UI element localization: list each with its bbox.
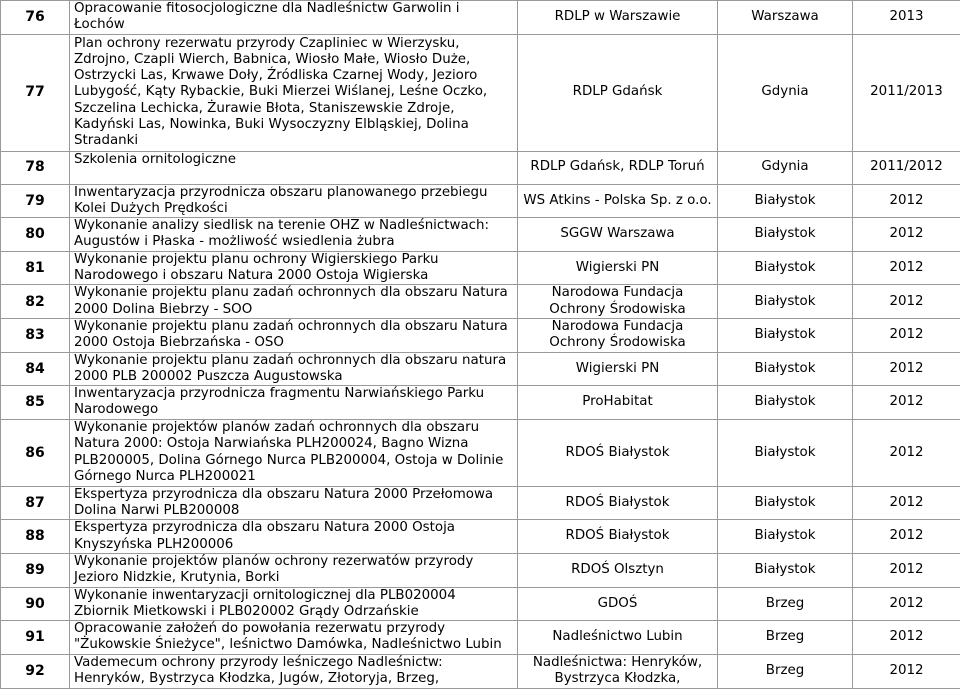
row-year: 2012 [853,352,960,386]
row-organization: RDOŚ Białystok [518,486,718,520]
table-row [1,486,960,520]
row-number: 79 [1,184,70,218]
row-city: Białystok [718,520,853,554]
row-city: Białystok [718,251,853,285]
row-year: 2012 [853,587,960,621]
table-row [1,218,960,252]
row-organization: RDOŚ Białystok [518,520,718,554]
row-organization: RDLP Gdańsk, RDLP Toruń [518,151,718,184]
row-description: Wykonanie projektu planu ochrony Wigierskiego Parku Narodowego i obszaru Natura 2000 Ostoja Wigierska [70,251,518,285]
row-description: Szkolenia ornitologiczne [70,151,518,184]
row-city: Gdynia [718,151,853,184]
row-city: Białystok [718,218,853,252]
row-description: Wykonanie inwentaryzacji ornitologicznej dla PLB020004 Zbiornik Mietkowski i PLB020002 Grądy Odrzańskie [70,587,518,621]
row-number: 81 [1,251,70,285]
row-year: 2013 [853,1,960,35]
table-row [1,151,960,184]
row-description: Inwentaryzacja przyrodnicza obszaru planowanego przebiegu Kolei Dużych Prędkości [70,184,518,218]
row-description: Vademecum ochrony przyrody leśniczego Nadleśnictw: Henryków, Bystrzyca Kłodzka, Jugów, Złotoryja, Brzeg, [70,654,518,688]
row-city: Warszawa [718,1,853,35]
row-city: Białystok [718,419,853,486]
row-organization: Nadleśnictwo Lubin [518,621,718,655]
table-row [1,621,960,655]
row-organization: Wigierski PN [518,251,718,285]
row-organization: WS Atkins - Polska Sp. z o.o. [518,184,718,218]
table-row [1,34,960,151]
row-organization: Narodowa Fundacja Ochrony Środowiska [518,318,718,352]
row-city: Białystok [718,352,853,386]
row-year: 2012 [853,520,960,554]
row-year: 2012 [853,553,960,587]
row-description: Wykonanie projektów planów zadań ochronnych dla obszaru Natura 2000: Ostoja Narwiańska PLH200024, Bagno Wizna PLB200005, Dolina Górnego Nurca PLB200004, Ostoja w Dolinie Górnego Nurca PLH200021 [70,419,518,486]
row-number: 76 [1,1,70,35]
row-number: 80 [1,218,70,252]
row-organization: GDOŚ [518,587,718,621]
row-description: Wykonanie projektu planu zadań ochronnych dla obszaru Natura 2000 Dolina Biebrzy - SOO [70,285,518,319]
row-number: 91 [1,621,70,655]
row-description: Opracowanie fitosocjologiczne dla Nadleśnictw Garwolin i Łochów [70,1,518,35]
row-year: 2012 [853,419,960,486]
table-row [1,386,960,420]
table-row [1,520,960,554]
row-year: 2012 [853,654,960,688]
row-city: Brzeg [718,621,853,655]
row-number: 89 [1,553,70,587]
row-year: 2012 [853,621,960,655]
row-description: Wykonanie projektu planu zadań ochronnych dla obszaru natura 2000 PLB 200002 Puszcza Augustowska [70,352,518,386]
row-organization: RDLP Gdańsk [518,34,718,151]
table-row [1,352,960,386]
row-city: Białystok [718,318,853,352]
row-city: Gdynia [718,34,853,151]
table-row [1,318,960,352]
row-city: Białystok [718,285,853,319]
row-city: Białystok [718,184,853,218]
row-description: Wykonanie projektów planów ochrony rezerwatów przyrody Jezioro Nidzkie, Krutynia, Borki [70,553,518,587]
row-year: 2012 [853,486,960,520]
row-organization: SGGW Warszawa [518,218,718,252]
row-description: Inwentaryzacja przyrodnicza fragmentu Narwiańskiego Parku Narodowego [70,386,518,420]
row-organization: Narodowa Fundacja Ochrony Środowiska [518,285,718,319]
row-organization: RDOŚ Olsztyn [518,553,718,587]
row-number: 87 [1,486,70,520]
row-number: 90 [1,587,70,621]
row-year: 2012 [853,218,960,252]
row-city: Białystok [718,486,853,520]
table-row [1,654,960,688]
row-description: Wykonanie projektu planu zadań ochronnych dla obszaru Natura 2000 Ostoja Biebrzańska - OSO [70,318,518,352]
row-description: Ekspertyza przyrodnicza dla obszaru Natura 2000 Ostoja Knyszyńska PLH200006 [70,520,518,554]
row-city: Brzeg [718,654,853,688]
row-description: Ekspertyza przyrodnicza dla obszaru Natura 2000 Przełomowa Dolina Narwi PLB200008 [70,486,518,520]
row-number: 92 [1,654,70,688]
row-organization: RDOŚ Białystok [518,419,718,486]
row-city: Brzeg [718,587,853,621]
row-number: 77 [1,34,70,151]
row-number: 83 [1,318,70,352]
row-number: 78 [1,151,70,184]
row-number: 86 [1,419,70,486]
table-row [1,251,960,285]
row-year: 2011/2013 [853,34,960,151]
row-city: Białystok [718,386,853,420]
table-row [1,419,960,486]
row-description: Plan ochrony rezerwatu przyrody Czapliniec w Wierzysku, Zdrojno, Czapli Wierch, Babnica, Wiosło Małe, Wiosło Duże, Ostrzycki Las, Krwawe Doły, Źródliska Czarnej Wody, Jezioro Lubygość, Kąty Rybackie, Buki Mierzei Wiślanej, Leśne Oczko, Szczelina Lechicka, Żurawie Błota, Staniszewskie Zdroje, Kadyński Las, Nowinka, Buki Wysoczyzny Elbląskiej, Dolina Stradanki [70,34,518,151]
table-row [1,1,960,35]
row-city: Białystok [718,553,853,587]
row-year: 2012 [853,184,960,218]
row-organization: RDLP w Warszawie [518,1,718,35]
table-row [1,553,960,587]
row-organization: ProHabitat [518,386,718,420]
table-row [1,184,960,218]
row-year: 2012 [853,285,960,319]
row-year: 2012 [853,386,960,420]
row-description: Opracowanie założeń do powołania rezerwatu przyrody "Żukowskie Śnieżyce", leśnictwo Damówka, Nadleśnictwo Lubin [70,621,518,655]
row-description: Wykonanie analizy siedlisk na terenie OHZ w Nadleśnictwach: Augustów i Płaska - możliwość wsiedlenia żubra [70,218,518,252]
row-number: 85 [1,386,70,420]
table-row [1,285,960,319]
row-organization: Nadleśnictwa: Henryków, Bystrzyca Kłodzka, [518,654,718,688]
row-number: 84 [1,352,70,386]
row-number: 82 [1,285,70,319]
table-row [1,587,960,621]
row-year: 2012 [853,318,960,352]
row-organization: Wigierski PN [518,352,718,386]
row-number: 88 [1,520,70,554]
row-year: 2011/2012 [853,151,960,184]
row-year: 2012 [853,251,960,285]
